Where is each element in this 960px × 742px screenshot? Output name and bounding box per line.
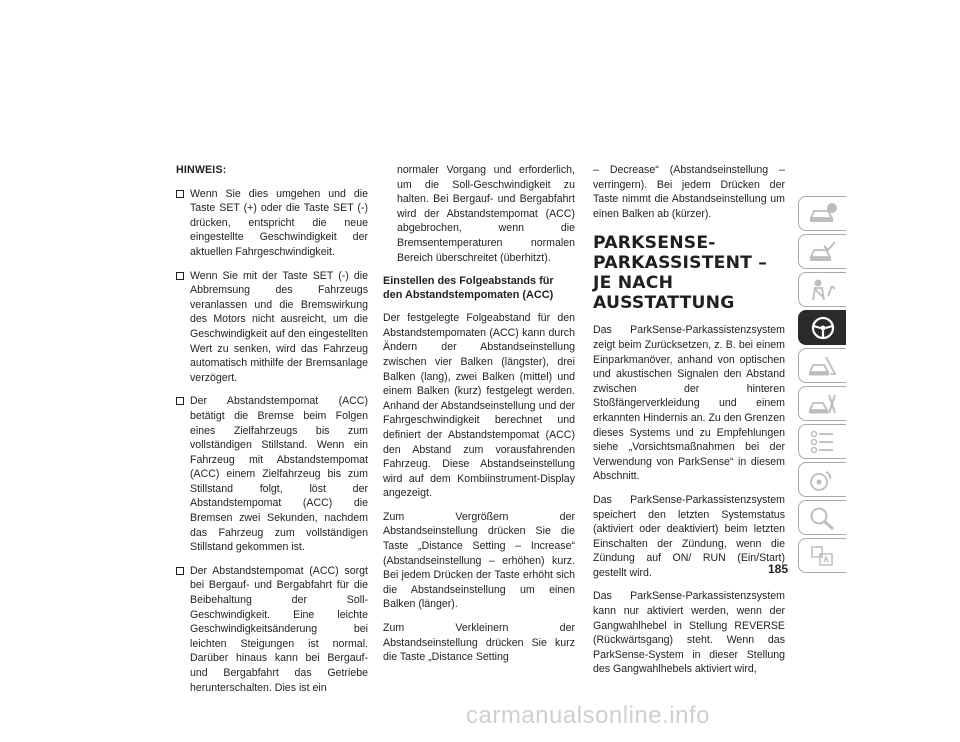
tab-safety[interactable]	[798, 272, 846, 307]
paragraph: Das ParkSense-Parkassistenzsystem speichert den letzten Systemstatus (aktiviert oder deaktiviert) beim letzten Einschalten der Zündung, wenn die Zündung auf ON/ RUN (Ein/Start) gestellt wird.	[593, 493, 785, 579]
bullet-text: Wenn Sie mit der Taste SET (-) die Abbremsung des Fahrzeugs veranlassen und die Bremswirkung des Motors nicht ausreicht, um die Geschwindigkeit auf den eingestellten Wert zu senken, wird das Fahrzeug automatisch mithilfe der Bremsanlage verzögert.	[190, 269, 368, 384]
paragraph: Der festgelegte Folgeabstand für den Abstandstempomaten (ACC) kann durch Ändern der Abstandseinstellung zwischen vier Balken (längster), drei Balken (lang), zwei Balken (mittel) und einem Balken (kurz) festgelegt werden. Anhand der Abstandseinstellung und der Fahrgeschwindigkeit berechnet und definiert der Abstandstempomat (ACC) den Abstand zum vorausfahrenden Fahrzeug. Diese Abstandseinstellung wird auf dem Kombiinstrument-Display angezeigt.	[383, 312, 575, 500]
bullet-item	[176, 564, 368, 695]
chapter-tabs	[798, 196, 846, 576]
search-index-icon	[808, 506, 838, 530]
column-1	[176, 163, 368, 704]
square-bullet-icon	[176, 272, 184, 280]
paragraph-continuation: – Decrease“ (Abstandseinstellung – verringern). Bei jedem Drücken der Taste nimmt die Abstandseinstellung um einen Balken ab (kürzer).	[593, 164, 785, 220]
bullet-item	[176, 269, 368, 386]
paragraph: Das ParkSense-Parkassistenzsystem zeigt beim Zurücksetzen, z. B. bei einem Einparkmanöver, anhand von optischen und akustischen Signalen den Abstand zwischen der hinteren Stoßfängerverkleidung und einem erkannten Hindernis an. Zu den Grenzen dieses Systems und zu Empfehlungen siehe „Vorsichtsmaßnahmen bei der Verwendung von ParkSense“ in diesem Abschnitt.	[593, 324, 785, 483]
square-bullet-icon	[176, 397, 184, 405]
section-title-line: PARKASSISTENT – JE NACH	[593, 253, 768, 294]
bullet-item	[176, 187, 368, 260]
tab-car-info[interactable]	[798, 196, 846, 231]
specifications-list-icon	[808, 430, 838, 454]
bullet-continuation: normaler Vorgang und erforderlich, um die Soll-Geschwindigkeit zu halten. Bei Bergauf- und Bergabfahrt wird der Abstandstempomat (ACC) abgebrochen, wenn die Bremsentemperaturen normalen Bereich überschreitet (überhitzt).	[397, 164, 575, 264]
multimedia-icon	[808, 468, 838, 492]
car-check-icon	[808, 240, 838, 264]
warning-car-icon	[808, 354, 838, 378]
bullet-text: Der Abstandstempomat (ACC) sorgt bei Bergauf- und Bergabfahrt für die Beibehaltung der Soll-Geschwindigkeit. Eine leichte Geschwindigkeitsänderung bei leichten Steigungen ist normal. Darüber hinaus kann bei Bergauf- und Bergabfahrt das Getriebe herunterschalten. Dies ist ein	[190, 564, 368, 694]
tab-specifications[interactable]	[798, 424, 846, 459]
car-info-icon	[808, 202, 838, 226]
language-icon	[808, 544, 838, 568]
paragraph: Das ParkSense-Parkassistenzsystem kann nur aktiviert werden, wenn der Gangwahlhebel in Stellung REVERSE (Rückwärtsgang) steht. Wenn das ParkSense-System in dieser Stellung des Gangwahlhebels aktiviert wird,	[593, 590, 785, 676]
car-service-icon	[808, 392, 838, 416]
page-number: 185	[768, 562, 789, 576]
steering-wheel-icon	[808, 316, 838, 340]
column-3	[593, 163, 785, 686]
tab-multimedia[interactable]	[798, 462, 846, 497]
bullet-item	[176, 394, 368, 555]
tab-warning[interactable]	[798, 348, 846, 383]
tab-languages[interactable]	[798, 538, 846, 573]
subheading-following-distance: Einstellen des Folgeabstands für den Abstandstempomaten (ACC)	[383, 275, 554, 302]
tab-starting-and-operating[interactable]	[798, 310, 846, 345]
seat-belt-icon	[808, 278, 838, 302]
section-title-line: AUSSTATTUNG	[593, 293, 735, 314]
section-title-parksense	[593, 233, 785, 313]
tab-index[interactable]	[798, 500, 846, 535]
paragraph: Zum Verkleinern der Abstandseinstellung drücken Sie kurz die Taste „Distance Setting	[383, 622, 575, 664]
note-label: HINWEIS:	[176, 164, 227, 176]
section-title-line: PARKSENSE-	[593, 233, 716, 254]
note-bullet-list	[176, 187, 368, 696]
tab-service[interactable]	[798, 386, 846, 421]
square-bullet-icon	[176, 567, 184, 575]
square-bullet-icon	[176, 190, 184, 198]
watermark: carmanualsonline.info	[466, 702, 710, 729]
column-2	[383, 163, 575, 674]
tab-car-check[interactable]	[798, 234, 846, 269]
bullet-text: Wenn Sie dies umgehen und die Taste SET (+) oder die Taste SET (-) drücken, entspricht die neue eingestellte Geschwindigkeit der aktuellen Fahrgeschwindigkeit.	[190, 187, 368, 258]
bullet-text: Der Abstandstempomat (ACC) betätigt die Bremse beim Folgen eines Zielfahrzeugs bis zum vollständigen Stillstand. Wenn ein Fahrzeug mit Abstandstempomat (ACC) einem Zielfahrzeug bis zum Stillstand folgt, löst der Abstandstempomat (ACC) die Bremsen zwei Sekunden, nachdem das Fahrzeug zum vollständigen Stillstand gekommen ist.	[190, 395, 368, 554]
paragraph: Zum Vergrößern der Abstandseinstellung drücken Sie die Taste „Distance Setting – Increase“ (Abstandseinstellung – erhöhen) kurz. Bei jedem Drücken der Taste erhöht sich die Abstandseinstellung um einen Balken (länger).	[383, 510, 575, 611]
